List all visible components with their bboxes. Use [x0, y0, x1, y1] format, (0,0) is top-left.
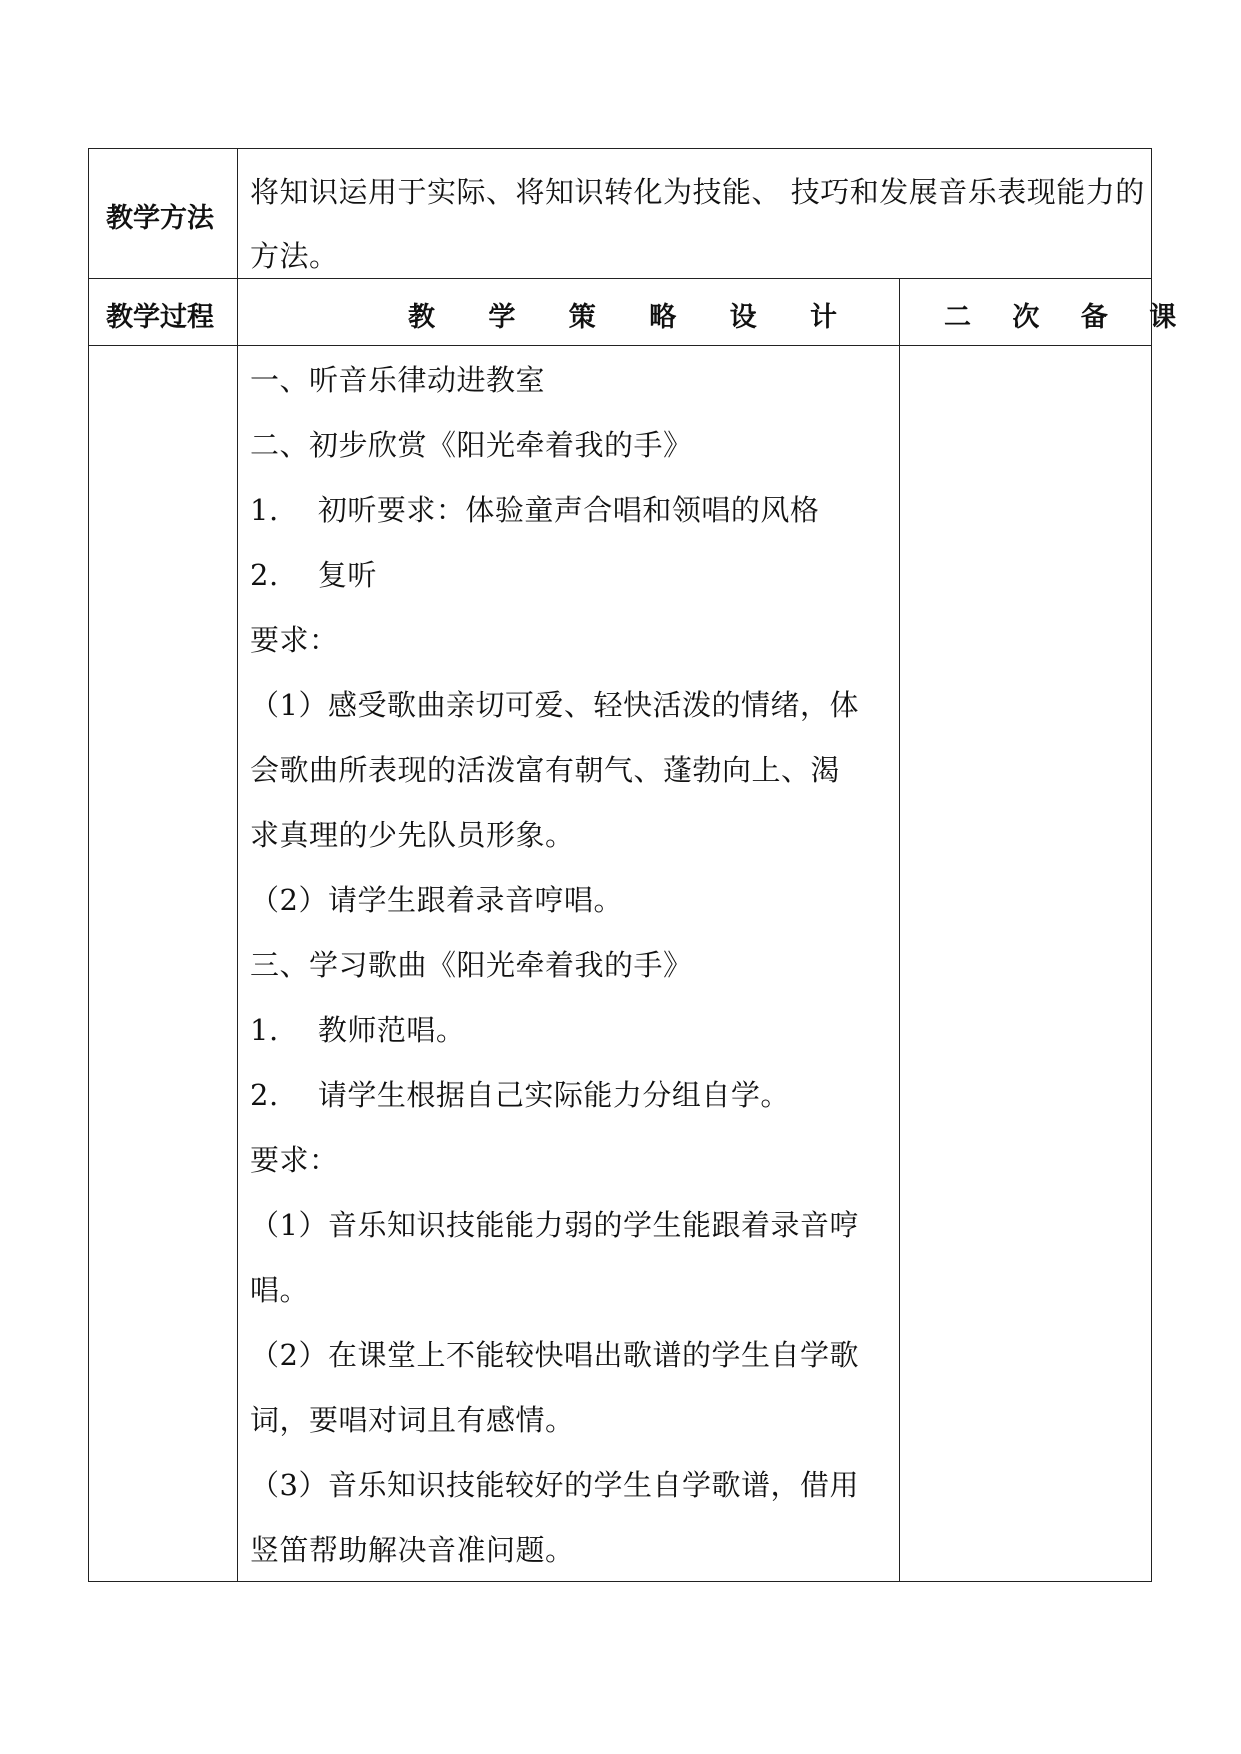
content-line: （1）感受歌曲亲切可爱、轻快活泼的情绪，体: [250, 688, 859, 722]
column-divider-1: [237, 148, 238, 1582]
content-line: 要求：: [250, 1143, 339, 1177]
method-text: 将知识运用于实际、将知识转化为技能、 技巧和发展音乐表现能力的方法。: [250, 175, 1145, 273]
backup-header: 二 次 备 课: [944, 302, 1193, 333]
column-divider-2: [899, 278, 900, 1582]
content-line: 唱。: [250, 1273, 310, 1307]
content-line: 会歌曲所表现的活泼富有朝气、蓬勃向上、渴: [250, 753, 841, 787]
process-label: 教学过程: [106, 302, 214, 333]
content-line: （3）音乐知识技能较好的学生自学歌谱，借用: [250, 1468, 859, 1502]
content-line: 1. 教师范唱。: [250, 1013, 466, 1047]
content-line: 2. 请学生根据自己实际能力分组自学。: [250, 1078, 790, 1112]
method-label: 教学方法: [106, 203, 214, 234]
row-divider-2: [88, 345, 1152, 346]
content-line: 要求：: [250, 623, 339, 657]
content-line: （1）音乐知识技能能力弱的学生能跟着录音哼: [250, 1208, 859, 1242]
strategy-header: 教 学 策 略 设 计: [408, 302, 859, 333]
content-line: 三、学习歌曲《阳光牵着我的手》: [250, 948, 693, 982]
content-line: 竖笛帮助解决音准问题。: [250, 1533, 575, 1567]
content-line: 求真理的少先队员形象。: [250, 818, 575, 852]
content-line: 一、听音乐律动进教室: [250, 363, 546, 397]
content-line: 1. 初听要求：体验童声合唱和领唱的风格: [250, 493, 820, 527]
content-line: 二、初步欣赏《阳光牵着我的手》: [250, 428, 693, 462]
content-line: （2）在课堂上不能较快唱出歌谱的学生自学歌: [250, 1338, 859, 1372]
content-line: 词，要唱对词且有感情。: [250, 1403, 575, 1437]
content-line: 2. 复听: [250, 558, 377, 592]
strategy-content: [250, 348, 895, 1583]
content-line: （2）请学生跟着录音哼唱。: [250, 883, 623, 917]
